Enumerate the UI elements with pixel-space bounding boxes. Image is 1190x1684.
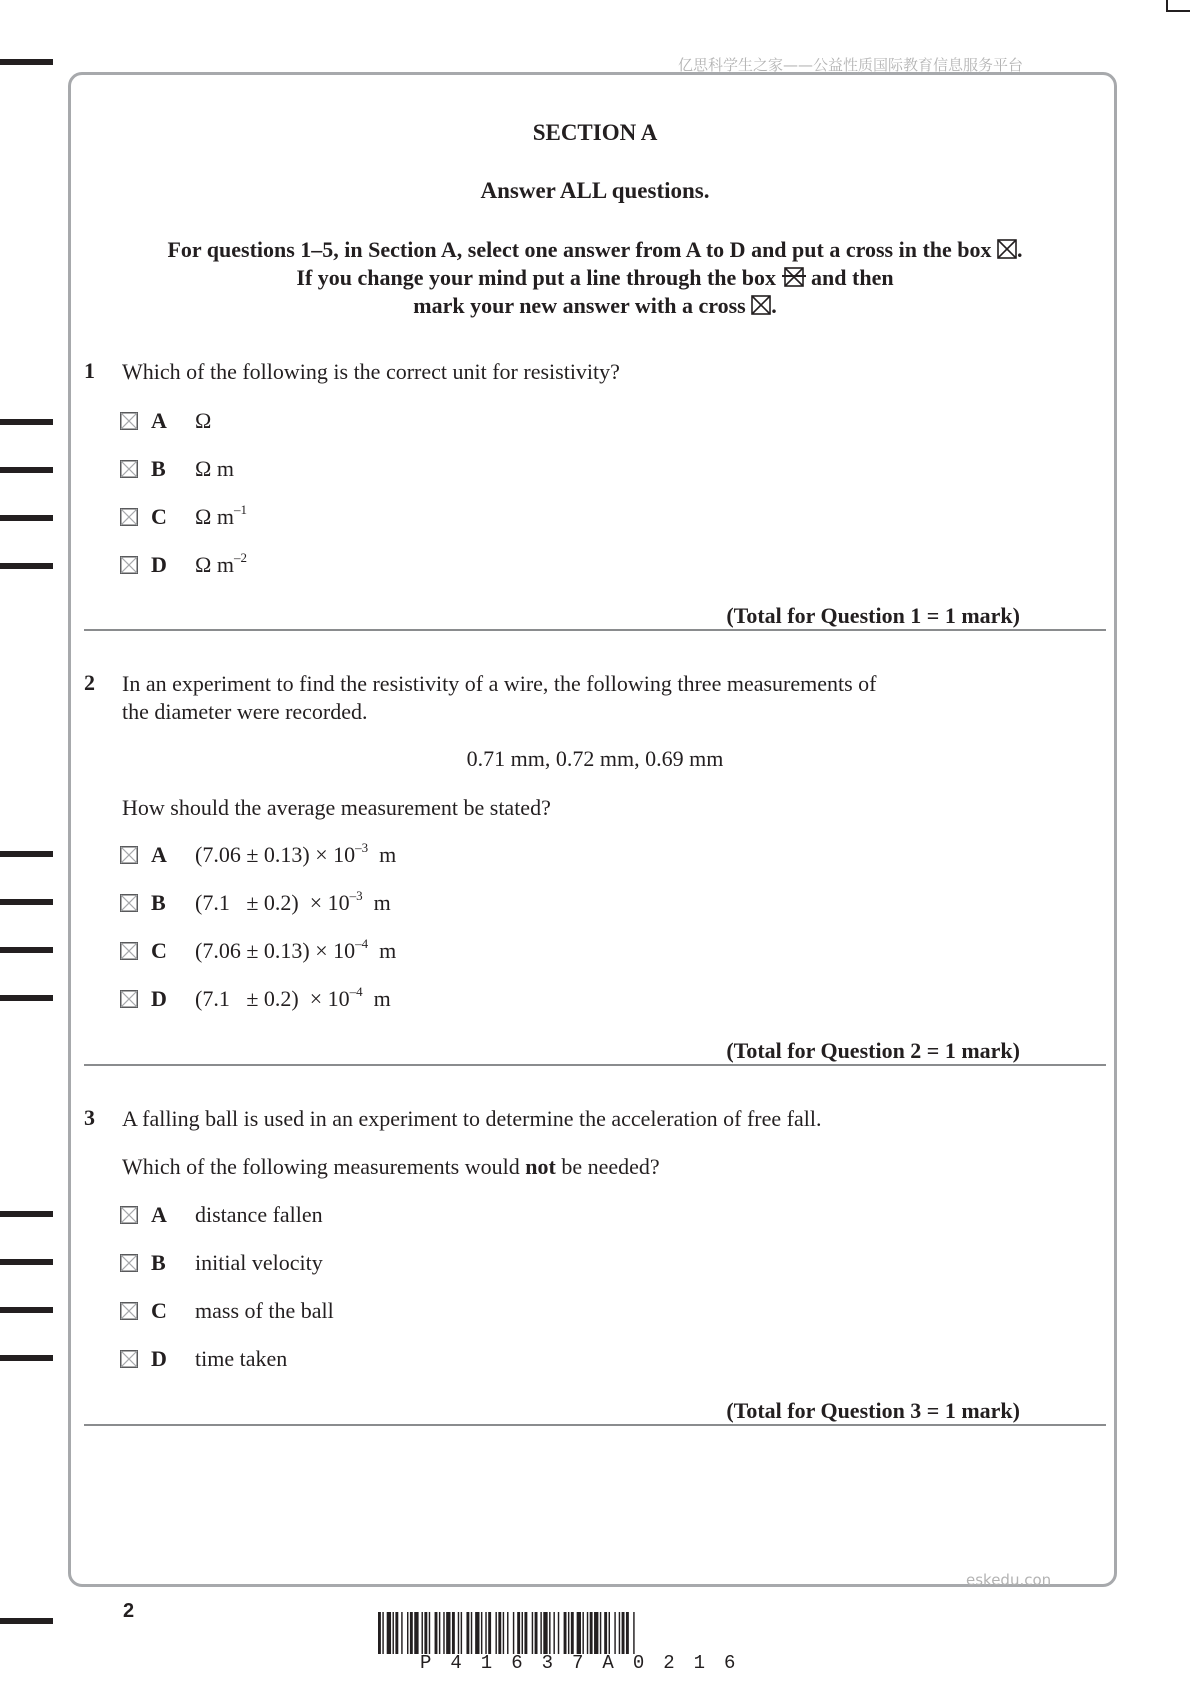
option-superscript: –3 xyxy=(349,887,363,903)
barcode-bar xyxy=(414,1612,418,1654)
barcode-bar xyxy=(422,1612,423,1654)
option-text: initial velocity xyxy=(195,1250,323,1275)
answer-checkbox[interactable] xyxy=(120,412,138,430)
option-unit: m xyxy=(373,986,391,1011)
answer-checkbox[interactable] xyxy=(120,1302,138,1320)
barcode-bar xyxy=(543,1612,547,1654)
instruction-text: For questions 1–5, in Section A, select one answer from A to D and put a cross in the box xyxy=(167,237,992,262)
barcode-bar xyxy=(571,1612,574,1654)
barcode-bar xyxy=(424,1612,427,1654)
question-divider xyxy=(84,1424,1106,1426)
barcode-bar xyxy=(558,1612,559,1654)
barcode-bar xyxy=(622,1612,625,1654)
barcode-bar xyxy=(466,1612,469,1654)
prompt-text: be needed? xyxy=(561,1154,660,1179)
corner-mark xyxy=(1166,0,1168,10)
barcode-bar xyxy=(393,1612,394,1654)
question-prompt: How should the average measurement be stated? xyxy=(122,795,551,820)
question-text: Which of the following is the correct unit for resistivity? xyxy=(122,359,620,384)
option-text-main: (7.1 ± 0.2) × 10 xyxy=(195,890,350,915)
barcode-bar xyxy=(395,1612,398,1654)
barcode-text: P41637A0216 xyxy=(420,1652,755,1674)
answer-checkbox[interactable] xyxy=(120,1206,138,1224)
option-text xyxy=(195,408,211,434)
timing-mark xyxy=(0,1211,53,1217)
option-superscript: –3 xyxy=(355,839,369,855)
barcode-bar xyxy=(475,1612,479,1654)
question-divider xyxy=(84,1064,1106,1066)
barcode-bar xyxy=(513,1612,514,1654)
barcode-bar xyxy=(600,1612,601,1654)
barcode-bar xyxy=(443,1612,444,1654)
section-title: SECTION A xyxy=(532,120,658,145)
option-text xyxy=(195,839,397,868)
option-letter: C xyxy=(151,504,167,529)
barcode-bar xyxy=(452,1612,455,1654)
option-text xyxy=(195,501,247,530)
option-letter: B xyxy=(151,456,166,481)
prompt-text: Which of the following measurements would xyxy=(122,1154,520,1179)
cross-box-icon xyxy=(751,294,771,322)
barcode-bar xyxy=(439,1612,440,1654)
timing-mark xyxy=(0,1618,53,1624)
corner-mark xyxy=(1166,10,1190,12)
question-text-line: In an experiment to find the resistivity of a wire, the following three measurements of xyxy=(122,671,877,696)
timing-mark xyxy=(0,467,53,473)
barcode-bar xyxy=(619,1612,620,1654)
instruction-text: If you change your mind put a line through the box xyxy=(296,265,777,290)
option-text-main: Ω m xyxy=(195,552,234,577)
timing-mark xyxy=(0,59,53,65)
question-prompt xyxy=(122,1153,660,1181)
barcode-bar xyxy=(553,1612,554,1654)
timing-mark xyxy=(0,1259,53,1265)
timing-mark xyxy=(0,563,53,569)
barcode-bar xyxy=(407,1612,408,1654)
option-text xyxy=(195,983,391,1012)
timing-mark xyxy=(0,947,53,953)
barcode-bar xyxy=(458,1612,459,1654)
answer-checkbox[interactable] xyxy=(120,460,138,478)
barcode-bar xyxy=(532,1612,533,1654)
question-divider xyxy=(84,629,1106,631)
barcode-bar xyxy=(549,1612,550,1654)
timing-mark xyxy=(0,995,53,1001)
instruction-text: and then xyxy=(811,265,894,290)
measurements: 0.71 mm, 0.72 mm, 0.69 mm xyxy=(466,746,724,771)
option-text xyxy=(195,456,234,482)
option-text xyxy=(195,549,247,578)
option-text-main: (7.06 ± 0.13) × 10 xyxy=(195,842,356,867)
barcode-bar xyxy=(517,1612,520,1654)
instruction-line-3: mark your new answer with a cross . xyxy=(75,292,1115,322)
option-text: distance fallen xyxy=(195,1202,323,1227)
question-total: (Total for Question 2 = 1 mark) xyxy=(726,1038,1020,1063)
option-letter: B xyxy=(151,890,166,915)
barcode-bar xyxy=(429,1612,430,1654)
instruction-line-2 xyxy=(75,264,1115,294)
question-text xyxy=(122,670,877,726)
answer-checkbox[interactable] xyxy=(120,942,138,960)
option-letter: A xyxy=(151,1202,167,1227)
answer-checkbox[interactable] xyxy=(120,990,138,1008)
timing-mark xyxy=(0,1307,53,1313)
option-letter: A xyxy=(151,408,167,433)
option-text: mass of the ball xyxy=(195,1298,334,1323)
barcode-bar xyxy=(461,1612,462,1654)
barcode-bar xyxy=(446,1612,450,1654)
timing-mark xyxy=(0,419,53,425)
option-text-main: Ω m xyxy=(195,456,234,481)
option-text xyxy=(195,887,391,916)
barcode-bar xyxy=(604,1612,607,1654)
option-letter: C xyxy=(151,1298,167,1323)
question-total: (Total for Question 1 = 1 mark) xyxy=(726,603,1020,628)
option-superscript: –4 xyxy=(349,983,363,999)
barcode-bar xyxy=(524,1612,527,1654)
barcode-bar xyxy=(503,1612,504,1654)
option-text-main: (7.1 ± 0.2) × 10 xyxy=(195,986,350,1011)
question-number: 2 xyxy=(84,670,95,695)
option-unit: m xyxy=(379,938,397,963)
barcode-bar xyxy=(590,1612,593,1654)
option-letter: D xyxy=(151,552,167,577)
barcode-bar xyxy=(507,1612,508,1654)
timing-mark xyxy=(0,851,53,857)
barcode-bar xyxy=(568,1612,569,1654)
option-text-main: Ω m xyxy=(195,504,234,529)
watermark-top: 亿思科学生之家——公益性质国际教育信息服务平台 xyxy=(678,56,1024,74)
barcode-bar xyxy=(498,1612,501,1654)
option-unit: m xyxy=(379,842,397,867)
answer-checkbox[interactable] xyxy=(120,894,138,912)
page-number: 2 xyxy=(123,1600,135,1622)
barcode xyxy=(378,1612,810,1654)
option-unit: m xyxy=(373,890,391,915)
instruction-text: mark your new answer with a cross xyxy=(413,293,746,318)
section-subtitle: Answer ALL questions. xyxy=(480,178,710,203)
timing-mark xyxy=(0,515,53,521)
barcode-bar xyxy=(488,1612,491,1654)
option-letter: A xyxy=(151,842,167,867)
barcode-bar xyxy=(378,1612,381,1654)
cross-box-icon xyxy=(997,238,1017,266)
answer-checkbox[interactable] xyxy=(120,846,138,864)
question-number: 3 xyxy=(84,1105,95,1130)
timing-mark xyxy=(0,899,53,905)
barcode-bar xyxy=(522,1612,523,1654)
barcode-bar xyxy=(587,1612,588,1654)
barcode-bar xyxy=(495,1612,496,1654)
barcode-bar xyxy=(577,1612,581,1654)
option-text-main: Ω xyxy=(195,408,212,433)
barcode-bar xyxy=(540,1612,541,1654)
answer-checkbox[interactable] xyxy=(120,1254,138,1272)
barcode-bar xyxy=(609,1612,610,1654)
barcode-bar xyxy=(485,1612,486,1654)
question-text: A falling ball is used in an experiment to determine the acceleration of free fall. xyxy=(122,1106,822,1131)
option-superscript: –4 xyxy=(355,935,369,951)
barcode-bar xyxy=(471,1612,472,1654)
question-total: (Total for Question 3 = 1 mark) xyxy=(726,1398,1020,1423)
option-superscript: –2 xyxy=(233,549,247,565)
answer-checkbox[interactable] xyxy=(120,1350,138,1368)
option-text: time taken xyxy=(195,1346,288,1371)
option-text-main: (7.06 ± 0.13) × 10 xyxy=(195,938,356,963)
barcode-bar xyxy=(633,1612,634,1654)
prompt-emphasis: not xyxy=(525,1154,556,1179)
question-number: 1 xyxy=(84,358,95,383)
barcode-bar xyxy=(614,1612,615,1654)
timing-mark xyxy=(0,1355,53,1361)
option-letter: D xyxy=(151,1346,167,1371)
answer-checkbox[interactable] xyxy=(120,508,138,526)
option-letter: C xyxy=(151,938,167,963)
barcode-bar xyxy=(564,1612,567,1654)
instruction-line-1: For questions 1–5, in Section A, select one answer from A to D and put a cross in the box . xyxy=(75,236,1115,266)
option-letter: B xyxy=(151,1250,166,1275)
question-text-line: the diameter were recorded. xyxy=(122,699,368,724)
answer-checkbox[interactable] xyxy=(120,556,138,574)
barcode-bar xyxy=(387,1612,391,1654)
struck-cross-box-icon xyxy=(782,266,806,294)
option-superscript: –1 xyxy=(233,501,247,517)
barcode-bar xyxy=(535,1612,538,1654)
barcode-bar xyxy=(582,1612,583,1654)
barcode-bar xyxy=(435,1612,438,1654)
barcode-bar xyxy=(382,1612,383,1654)
barcode-bar xyxy=(626,1612,629,1654)
barcode-bar xyxy=(594,1612,598,1654)
barcode-bar xyxy=(401,1612,402,1654)
watermark-bottom: eskedu.con xyxy=(966,1571,1052,1589)
option-text xyxy=(195,935,397,964)
barcode-bar xyxy=(410,1612,413,1654)
option-letter: D xyxy=(151,986,167,1011)
barcode-bar xyxy=(481,1612,482,1654)
